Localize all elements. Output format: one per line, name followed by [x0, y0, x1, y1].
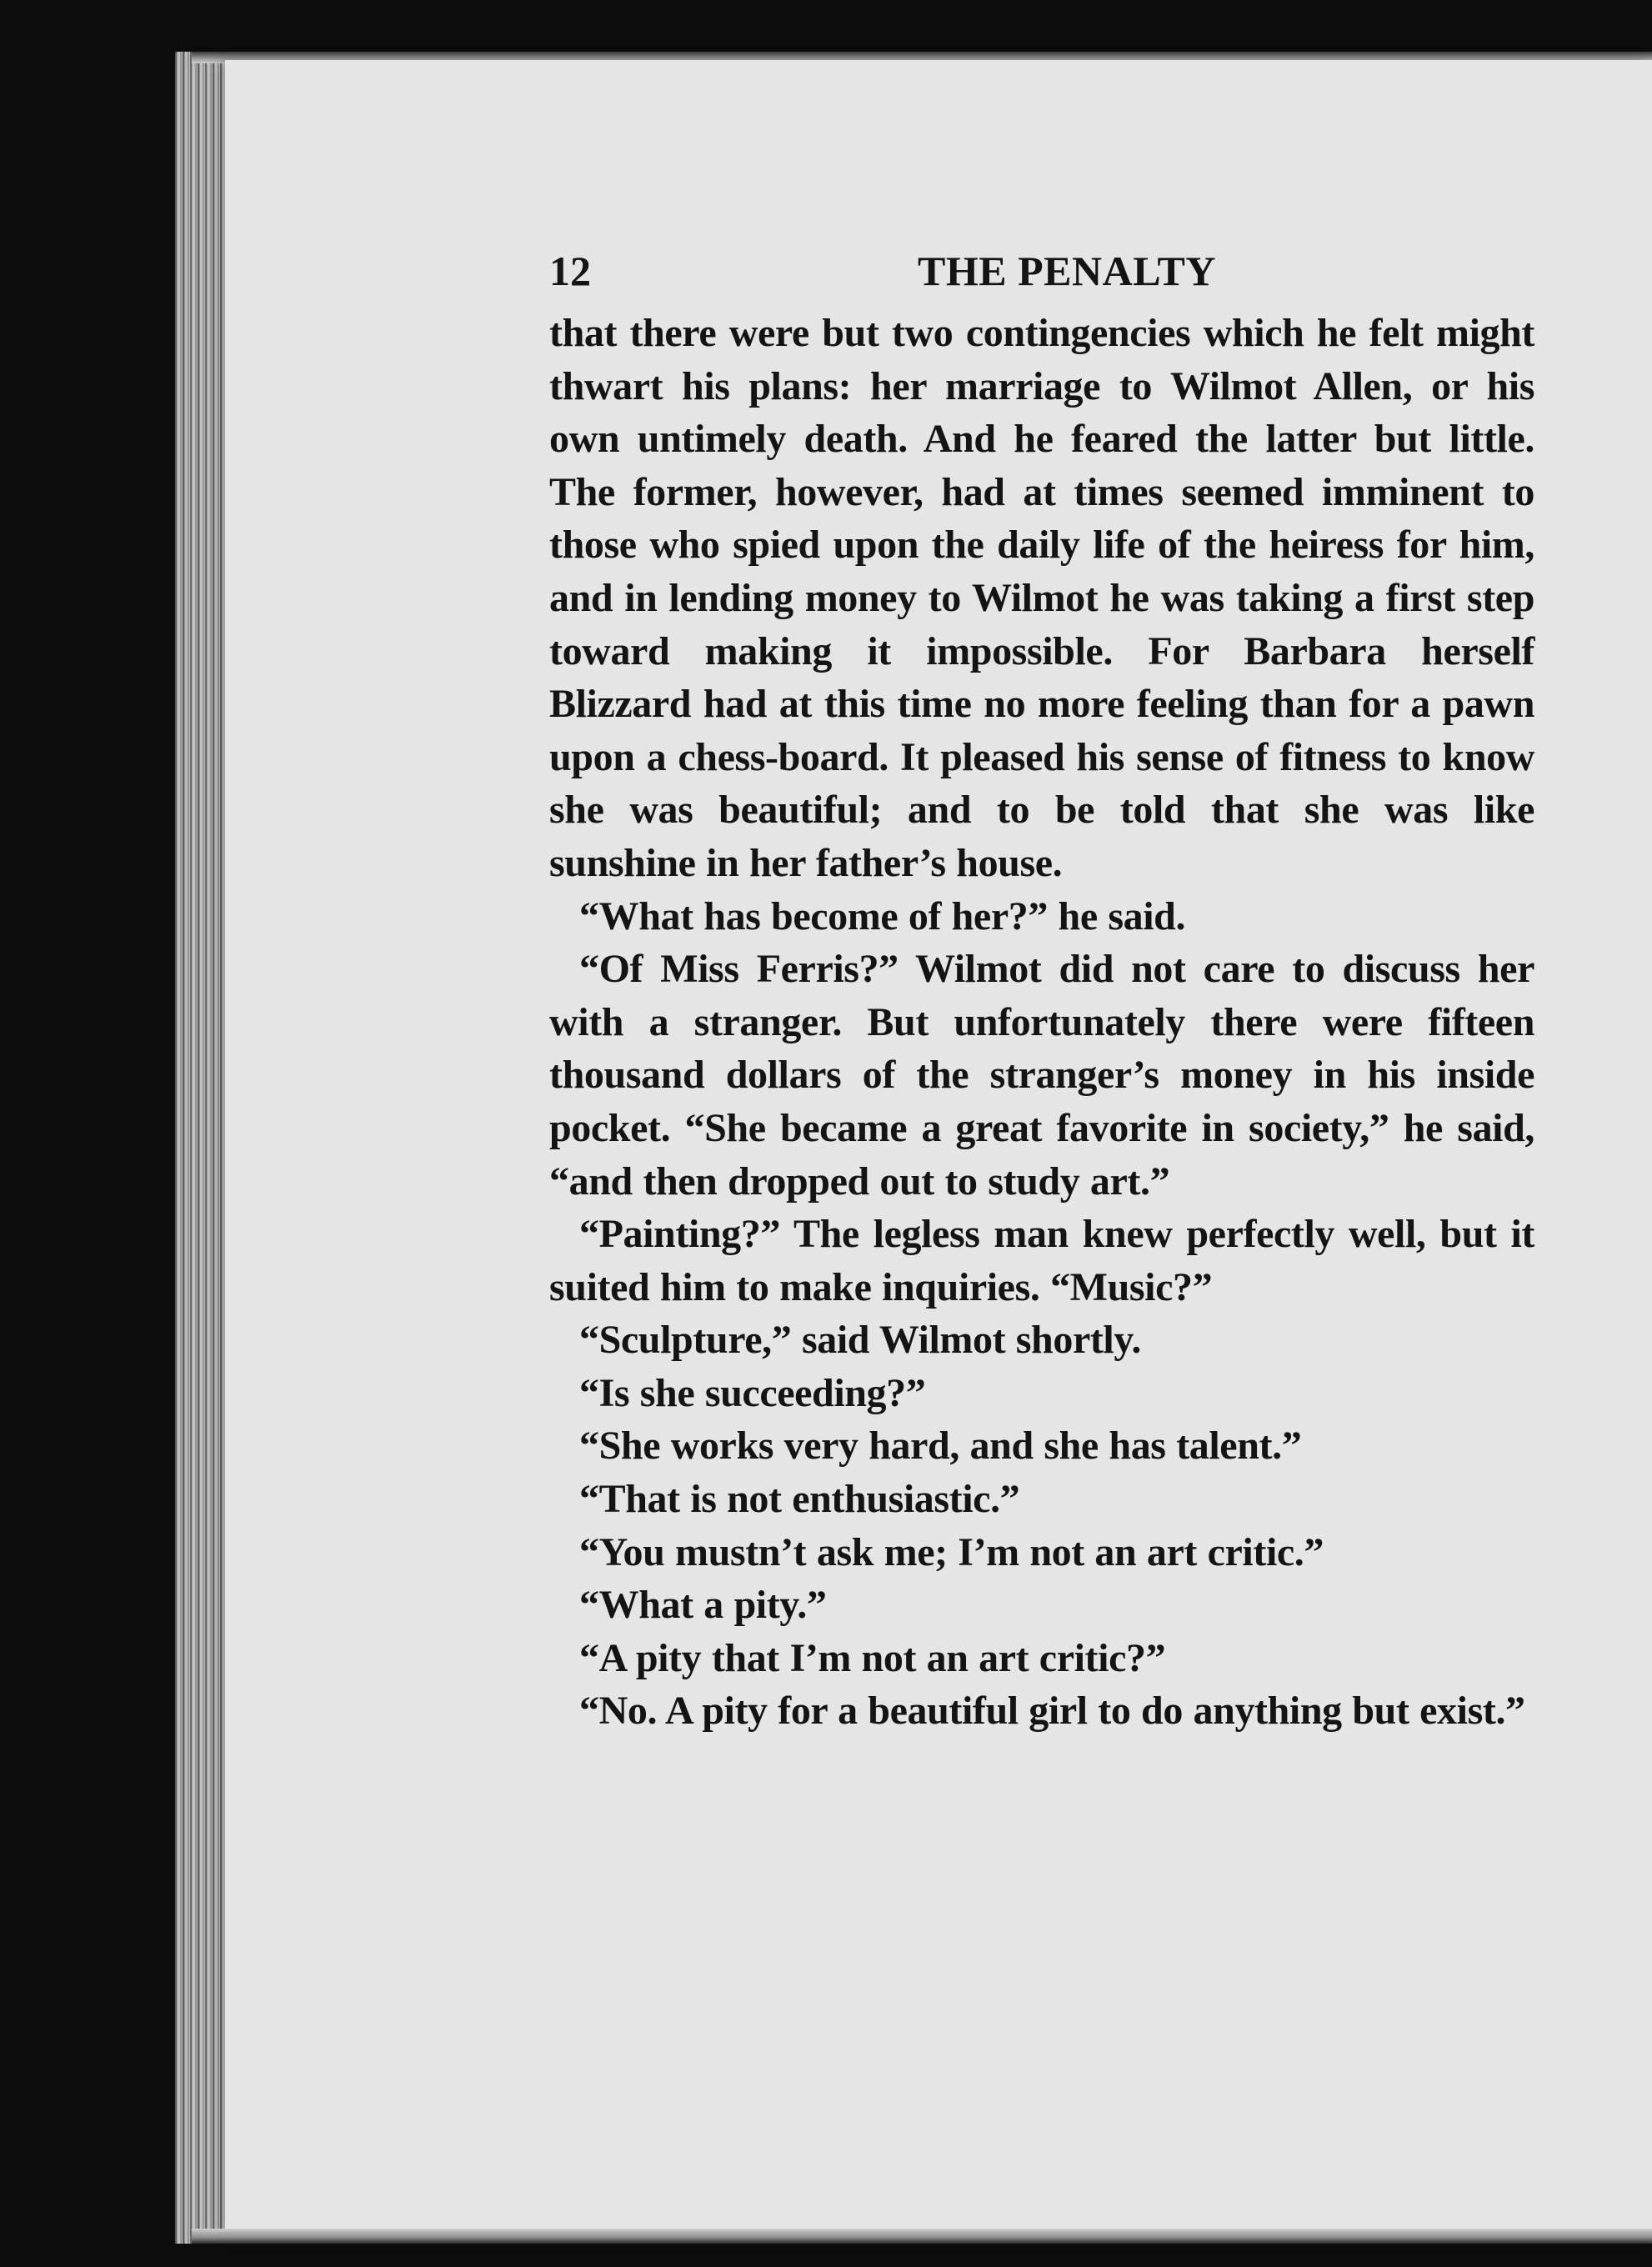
paragraph: “What a pity.” — [579, 1583, 827, 1628]
paragraph: that there were but two contingencies which he felt might thwart his plans: her marriage to Wilmot Allen, or his own untimely death. And he feared the latter but little. The former, however, had at times seemed imminent to those who spied upon the daily life of the heiress for him, and in lending money to Wilmot he was taking a first step toward making it impossible. For Barbara herself Blizzard had at this time no more feeling than for a pawn upon a chess-board. It pleased his sense of fitness to know she was beautiful; and to be told that she was like sunshine in her father’s house. — [549, 311, 1534, 885]
paragraph: “A pity that I’m not an art critic?” — [579, 1635, 1166, 1680]
page-text-block — [549, 242, 1534, 1738]
paragraph: “What has become of her?” he said. — [579, 893, 1186, 938]
paragraph: “That is not enthusiastic.” — [579, 1477, 1020, 1522]
paragraph: “Of Miss Ferris?” Wilmot did not care to discuss her with a stranger. But unfortunately there were fifteen thousand dollars of the stranger’s money in his inside pocket. “She became a great favorite in society,” he said, “and then dropped out to study art.” — [549, 947, 1534, 1204]
body-text — [549, 307, 1534, 1738]
paragraph: “Is she succeeding?” — [579, 1370, 926, 1415]
page-number: 12 — [549, 248, 591, 294]
page-edge-bottom — [192, 2229, 1652, 2244]
paragraph: “No. A pity for a beautiful girl to do anything but exist.” — [579, 1689, 1525, 1734]
paragraph: “Sculpture,” said Wilmot shortly. — [579, 1318, 1141, 1363]
paragraph: “You mustn’t ask me; I’m not an art critic.” — [579, 1529, 1324, 1574]
running-head — [549, 242, 1534, 300]
paragraph: “Painting?” The legless man knew perfectly well, but it suited him to make inquiries. “Music?” — [549, 1212, 1534, 1309]
book-title: THE PENALTY — [918, 248, 1216, 294]
paragraph: “She works very hard, and she has talent.” — [579, 1424, 1302, 1469]
